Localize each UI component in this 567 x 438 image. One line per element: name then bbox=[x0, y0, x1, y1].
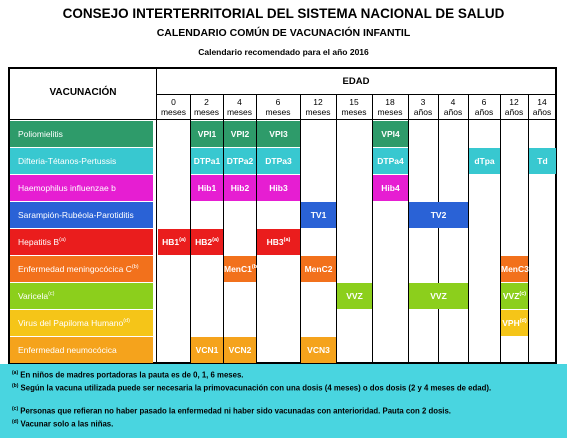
age-number: 2 bbox=[204, 97, 209, 107]
vaccine-footnote-mark: (a) bbox=[59, 237, 66, 244]
dose-label: MenC2 bbox=[304, 264, 333, 274]
header-bottom-divider bbox=[10, 119, 556, 120]
vaccine-row-label bbox=[10, 256, 153, 282]
dose-footnote-mark: (a) bbox=[179, 237, 186, 244]
age-label-2-meses bbox=[190, 97, 223, 118]
age-column-divider bbox=[408, 95, 409, 362]
dose-cell bbox=[224, 175, 256, 201]
dose-label: DTPa1 bbox=[193, 156, 221, 166]
footnote-text: Personas que refieran no haber pasado la enfermedad ni haber sido vacunadas con anterioridad. Pauta con 2 dosis. bbox=[18, 406, 451, 416]
dose-cell bbox=[257, 175, 300, 201]
footnote-c bbox=[12, 404, 562, 417]
age-label-14-años bbox=[528, 97, 556, 118]
age-unit: meses bbox=[341, 107, 367, 117]
dose-label: VPI1 bbox=[197, 129, 217, 139]
footnote-mark: (c) bbox=[12, 406, 19, 412]
dose-cell bbox=[191, 229, 223, 255]
vaccine-name: Enfermedad meningocócica C bbox=[18, 264, 132, 274]
dose-label: TV1 bbox=[310, 210, 327, 220]
dose-cell bbox=[373, 148, 408, 174]
footnote-text: Vacunar solo a las niñas. bbox=[18, 419, 114, 429]
footnote-text: En niños de madres portadoras la pauta es de 0, 1, 6 meses. bbox=[18, 370, 244, 380]
age-number: 12 bbox=[313, 97, 323, 107]
vaccine-row-label bbox=[10, 337, 153, 363]
footnote-mark: (d) bbox=[12, 419, 19, 425]
dose-cell bbox=[224, 256, 259, 282]
footnote-text: Según la vacuna utilizada puede ser necesaria la primovacunación con una dosis (4 meses) o dos dosis (2 y 4 meses de edad). bbox=[18, 383, 492, 393]
dose-cell bbox=[301, 202, 336, 228]
dose-label: VVZ bbox=[502, 291, 520, 301]
age-unit: meses bbox=[160, 107, 187, 117]
age-unit: meses bbox=[193, 107, 220, 117]
dose-footnote-mark: (c) bbox=[519, 291, 527, 298]
vaccine-name: Virus del Papiloma Humano bbox=[18, 318, 124, 328]
age-number: 6 bbox=[275, 97, 281, 107]
age-unit: meses bbox=[305, 107, 331, 117]
vaccine-name: Hepatitis B bbox=[18, 237, 60, 247]
age-column-divider bbox=[528, 95, 529, 362]
dose-cell bbox=[373, 121, 408, 147]
dose-label: TV2 bbox=[430, 210, 447, 220]
dose-label: VCN2 bbox=[228, 345, 252, 355]
age-number: 12 bbox=[509, 97, 519, 107]
dose-cell bbox=[409, 202, 468, 228]
footnote-a bbox=[12, 368, 562, 381]
age-label-12-meses bbox=[300, 97, 336, 118]
vaccine-name: Haemophilus influenzae b bbox=[18, 183, 116, 193]
age-number: 18 bbox=[385, 97, 395, 107]
age-label-15-meses bbox=[336, 97, 372, 118]
dose-label: Hib4 bbox=[381, 183, 400, 193]
dose-footnote-mark: (a) bbox=[283, 237, 291, 244]
dose-cell bbox=[257, 148, 300, 174]
age-column-divider bbox=[300, 95, 301, 362]
age-unit: años bbox=[474, 107, 494, 117]
vaccine-footnote-mark: (c) bbox=[48, 291, 55, 298]
age-number: 4 bbox=[450, 97, 456, 107]
vaccine-row-label bbox=[10, 175, 153, 201]
age-unit: meses bbox=[226, 107, 253, 117]
dose-label: MenC1 bbox=[224, 264, 252, 274]
dose-label: VPI4 bbox=[381, 129, 400, 139]
dose-footnote-mark: (a) bbox=[212, 237, 219, 244]
footnotes-panel bbox=[0, 364, 567, 438]
dose-cell bbox=[501, 310, 528, 336]
dose-label: MenC3 bbox=[501, 264, 529, 274]
age-unit: años bbox=[532, 107, 552, 117]
age-column-divider bbox=[336, 95, 337, 362]
dose-cell bbox=[224, 148, 256, 174]
dose-label: DTPa3 bbox=[265, 156, 292, 166]
dose-cell bbox=[191, 121, 223, 147]
age-label-0-meses bbox=[157, 97, 190, 118]
age-number: 3 bbox=[420, 97, 426, 107]
dose-label: Td bbox=[537, 156, 548, 166]
vaccine-row-label bbox=[10, 229, 153, 255]
dose-cell bbox=[301, 337, 336, 363]
age-number: 0 bbox=[171, 97, 176, 107]
vaccine-row-label bbox=[10, 121, 153, 147]
age-unit: años bbox=[443, 107, 463, 117]
dose-cell bbox=[191, 175, 223, 201]
dose-label: VCN3 bbox=[307, 345, 330, 355]
dose-cell bbox=[409, 283, 468, 309]
vaccine-row-label bbox=[10, 310, 153, 336]
dose-label: dTpa bbox=[474, 156, 495, 166]
calendar-year-note: Calendario recomendado para el año 2016 bbox=[198, 47, 369, 57]
dose-label: VPH bbox=[502, 318, 520, 328]
dose-cell bbox=[501, 283, 528, 309]
age-unit: meses bbox=[265, 107, 291, 117]
vaccine-name: Poliomielitis bbox=[18, 129, 63, 139]
dose-cell bbox=[224, 121, 256, 147]
dose-label: VCN1 bbox=[195, 345, 219, 355]
dose-cell bbox=[469, 148, 500, 174]
age-number: 15 bbox=[349, 97, 359, 107]
age-label-12-años bbox=[500, 97, 528, 118]
dose-cell bbox=[337, 283, 372, 309]
dose-label: VPI3 bbox=[269, 129, 288, 139]
dose-cell bbox=[373, 175, 408, 201]
dose-label: HB1 bbox=[162, 237, 180, 247]
vaccine-name: Varicela bbox=[18, 291, 49, 301]
dose-label: DTPa4 bbox=[377, 156, 404, 166]
page-subtitle: CALENDARIO COMÚN DE VACUNACIÓN INFANTIL bbox=[156, 27, 411, 39]
footnote-d bbox=[12, 417, 562, 430]
dose-label: Hib1 bbox=[197, 183, 217, 193]
age-number: 6 bbox=[481, 97, 487, 107]
page-title: CONSEJO INTERTERRITORIAL DEL SISTEMA NACIONAL DE SALUD bbox=[62, 6, 505, 21]
vaccine-name: Sarampión-Rubéola-Parotiditis bbox=[18, 210, 134, 220]
vaccine-row-label bbox=[10, 202, 153, 228]
dose-label: DTPa2 bbox=[226, 156, 254, 166]
dose-cell bbox=[529, 148, 556, 174]
age-number: 14 bbox=[537, 97, 547, 107]
dose-cell bbox=[191, 148, 223, 174]
age-label-3-años bbox=[408, 97, 438, 118]
age-column-divider bbox=[438, 95, 439, 362]
dose-cell bbox=[158, 229, 190, 255]
age-label-6-meses bbox=[256, 97, 300, 118]
dose-label: Hib2 bbox=[230, 183, 250, 193]
footnote-mark: (b) bbox=[12, 383, 19, 389]
age-label-6-años bbox=[468, 97, 500, 118]
vaccine-row-label bbox=[10, 148, 153, 174]
footnote-b bbox=[12, 381, 562, 394]
age-label-4-años bbox=[438, 97, 468, 118]
footnote-mark: (a) bbox=[12, 370, 19, 376]
age-label-4-meses bbox=[223, 97, 256, 118]
dose-footnote-mark: (d) bbox=[519, 318, 527, 325]
age-label-18-meses bbox=[372, 97, 408, 118]
dose-label: HB2 bbox=[195, 237, 213, 247]
age-column-divider bbox=[468, 95, 469, 362]
dose-cell bbox=[501, 256, 528, 282]
dose-footnote-mark: (b) bbox=[251, 264, 259, 271]
dose-cell bbox=[257, 229, 300, 255]
vaccine-footnote-mark: (b) bbox=[131, 264, 139, 271]
age-header-divider bbox=[157, 94, 556, 95]
dose-label: Hib3 bbox=[269, 183, 288, 193]
dose-cell bbox=[224, 337, 256, 363]
age-number: 4 bbox=[237, 97, 242, 107]
vaccination-column-header: VACUNACIÓN bbox=[49, 87, 117, 98]
vaccine-name: Difteria-Tétanos-Pertussis bbox=[18, 156, 117, 166]
vaccine-name: Enfermedad neumocócica bbox=[18, 345, 117, 355]
dose-cell bbox=[257, 121, 300, 147]
vaccine-row-label bbox=[10, 283, 153, 309]
vaccine-footnote-mark: (d) bbox=[123, 318, 130, 325]
dose-label: VVZ bbox=[346, 291, 363, 301]
dose-label: VPI2 bbox=[230, 129, 250, 139]
dose-cell bbox=[301, 256, 336, 282]
dose-cell bbox=[191, 337, 223, 363]
dose-label: VVZ bbox=[430, 291, 447, 301]
age-unit: meses bbox=[377, 107, 403, 117]
dose-label: HB3 bbox=[266, 237, 284, 247]
age-column-header: EDAD bbox=[342, 76, 370, 87]
age-unit: años bbox=[413, 107, 433, 117]
age-unit: años bbox=[504, 107, 524, 117]
